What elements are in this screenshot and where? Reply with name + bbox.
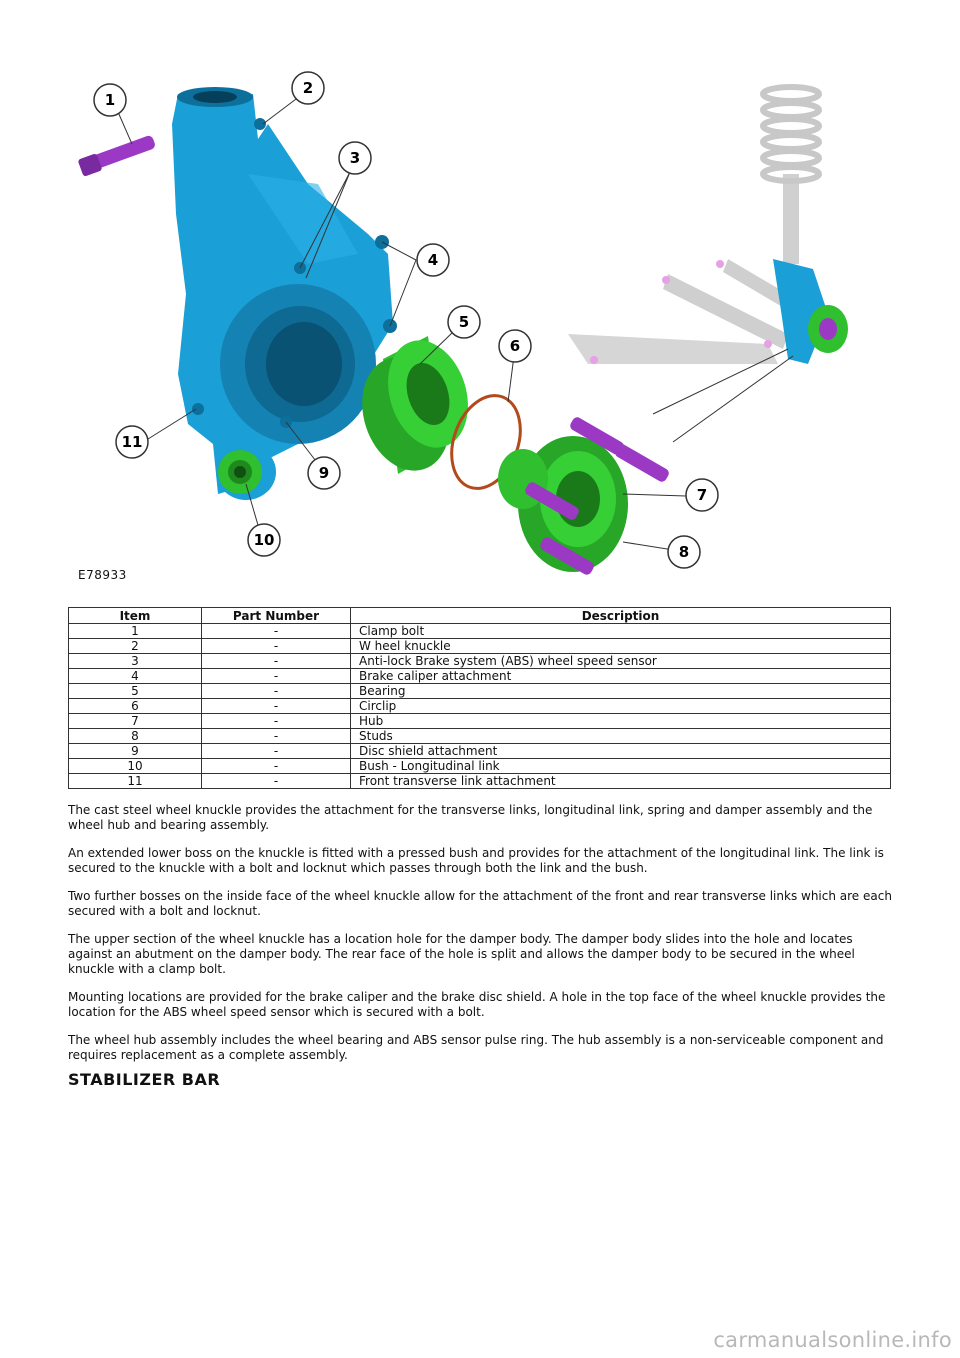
cell-part-number: - (202, 624, 351, 639)
svg-text:6: 6 (509, 337, 521, 355)
table-row (69, 654, 891, 669)
table-row (69, 729, 891, 744)
cell-part-number: - (202, 744, 351, 759)
cell-description: Studs (351, 729, 891, 744)
cell-description: Circlip (351, 699, 891, 714)
parts-table (68, 607, 891, 789)
cell-description: Front transverse link attachment (351, 774, 891, 789)
svg-text:1: 1 (104, 91, 116, 109)
cell-item: 10 (69, 759, 202, 774)
callout-4 (417, 244, 449, 276)
callout-11 (116, 426, 148, 458)
callout-2 (292, 72, 324, 104)
bush-part (218, 450, 262, 494)
cell-item: 1 (69, 624, 202, 639)
svg-text:3: 3 (349, 149, 361, 167)
suspension-assembly (568, 87, 848, 442)
table-header-row (69, 608, 891, 624)
svg-text:4: 4 (427, 251, 439, 269)
exploded-view-figure (68, 64, 898, 594)
table-row (69, 699, 891, 714)
cell-item: 3 (69, 654, 202, 669)
cell-description: Bearing (351, 684, 891, 699)
cell-part-number: - (202, 639, 351, 654)
callout-3 (339, 142, 371, 174)
cell-part-number: - (202, 774, 351, 789)
cell-description: Brake caliper attachment (351, 669, 891, 684)
cell-part-number: - (202, 654, 351, 669)
paragraph: Two further bosses on the inside face of the wheel knuckle allow for the attachment of the front and rear transverse links which are each secured with a bolt and locknut. (68, 889, 892, 918)
callout-8 (668, 536, 700, 568)
table-row (69, 669, 891, 684)
knuckle-diagram (68, 64, 898, 594)
column-header-part-number: Part Number (202, 608, 351, 624)
cell-part-number: - (202, 669, 351, 684)
paragraph: The cast steel wheel knuckle provides the attachment for the transverse links, longitudinal link, spring and damper assembly and the wheel hub and bearing assembly. (68, 803, 873, 832)
figure-id: E78933 (78, 568, 127, 582)
cell-part-number: - (202, 759, 351, 774)
cell-description: Clamp bolt (351, 624, 891, 639)
callout-1 (94, 84, 126, 116)
cell-item: 7 (69, 714, 202, 729)
cell-item: 6 (69, 699, 202, 714)
cell-description: Bush - Longitudinal link (351, 759, 891, 774)
svg-text:2: 2 (302, 79, 314, 97)
cell-description: Anti-lock Brake system (ABS) wheel speed sensor (351, 654, 891, 669)
section-heading: STABILIZER BAR (68, 1070, 221, 1089)
column-header-description: Description (351, 608, 891, 624)
svg-text:7: 7 (696, 486, 708, 504)
cell-description: Hub (351, 714, 891, 729)
paragraph: An extended lower boss on the knuckle is fitted with a pressed bush and provides for the attachment of the longitudinal link. The link is secured to the knuckle with a bolt and locknut which passes through both the link and the bush. (68, 846, 884, 875)
cell-part-number: - (202, 714, 351, 729)
clamp-bolt-part (78, 134, 157, 176)
column-header-item: Item (69, 608, 202, 624)
paragraph: The upper section of the wheel knuckle has a location hole for the damper body. The damper body slides into the hole and locates against an abutment on the damper body. The rear face of the hole is split and allows the damper body to be secured in the wheel knuckle with a clamp bolt. (68, 932, 855, 976)
cell-item: 8 (69, 729, 202, 744)
cell-description: W heel knuckle (351, 639, 891, 654)
cell-item: 5 (69, 684, 202, 699)
svg-text:9: 9 (318, 464, 330, 482)
table-row (69, 744, 891, 759)
cell-item: 2 (69, 639, 202, 654)
cell-item: 11 (69, 774, 202, 789)
table-row (69, 774, 891, 789)
cell-part-number: - (202, 699, 351, 714)
callout-5 (448, 306, 480, 338)
watermark-logo: carmanualsonline.info (713, 1328, 952, 1352)
callout-9 (308, 457, 340, 489)
callout-6 (499, 330, 531, 362)
table-row (69, 684, 891, 699)
svg-text:11: 11 (121, 433, 143, 451)
paragraph: Mounting locations are provided for the brake caliper and the brake disc shield. A hole in the top face of the wheel knuckle provides the location for the ABS wheel speed sensor which is secured with a bolt. (68, 990, 886, 1019)
cell-part-number: - (202, 729, 351, 744)
svg-text:5: 5 (458, 313, 470, 331)
description-text (68, 803, 894, 1076)
table-row (69, 714, 891, 729)
callout-7 (686, 479, 718, 511)
paragraph: The wheel hub assembly includes the wheel bearing and ABS sensor pulse ring. The hub assembly is a non-serviceable component and requires replacement as a complete assembly. (68, 1033, 884, 1062)
table-row (69, 624, 891, 639)
table-row (69, 639, 891, 654)
parts-table-body (69, 624, 891, 789)
cell-item: 9 (69, 744, 202, 759)
cell-part-number: - (202, 684, 351, 699)
cell-description: Disc shield attachment (351, 744, 891, 759)
cell-item: 4 (69, 669, 202, 684)
svg-text:8: 8 (678, 543, 690, 561)
table-row (69, 759, 891, 774)
callout-10 (248, 524, 280, 556)
svg-text:10: 10 (253, 531, 275, 549)
